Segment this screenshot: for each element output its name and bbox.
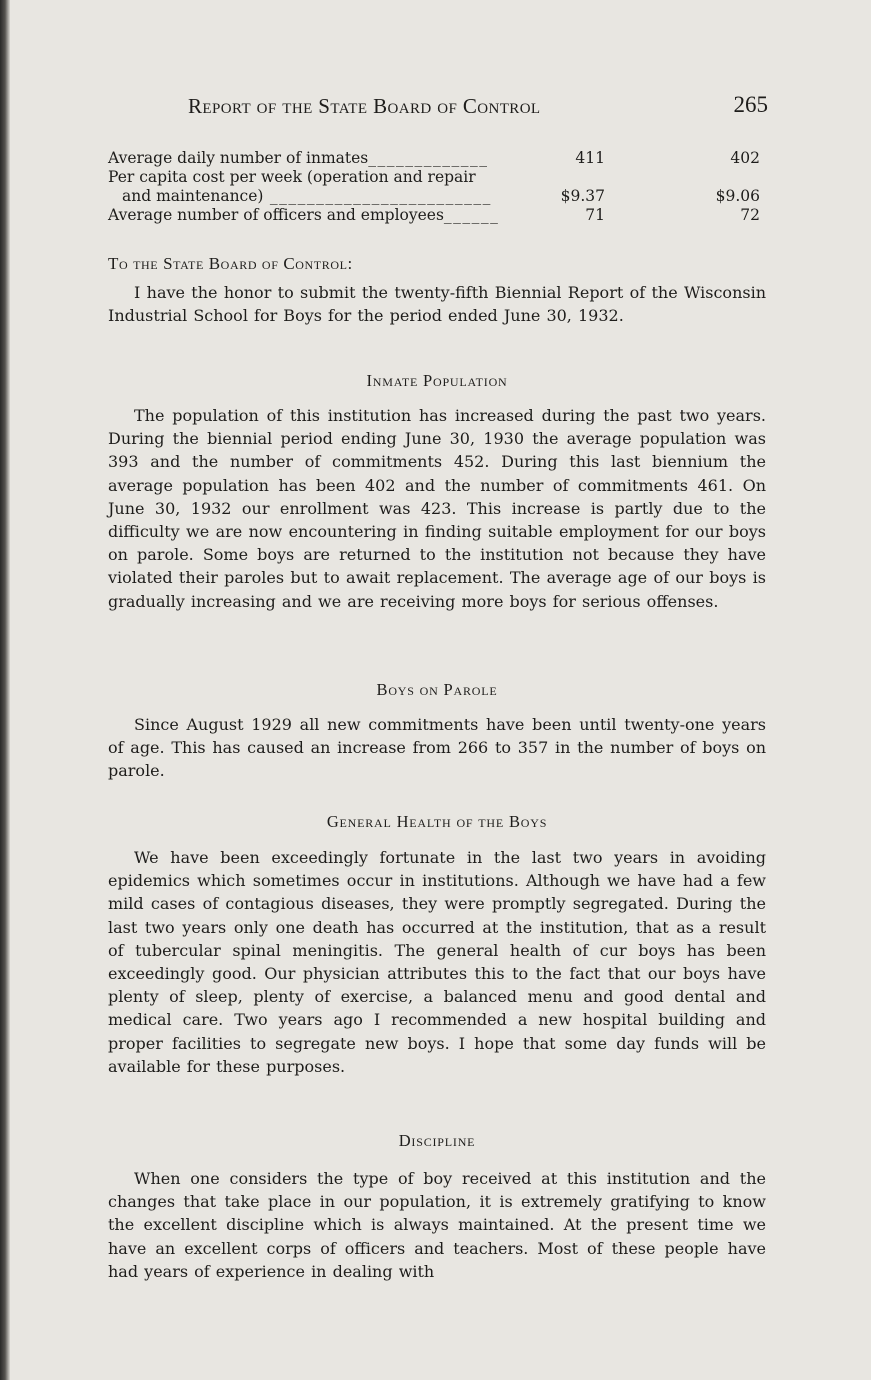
- stat-value-1932: $9.06: [715, 187, 760, 205]
- dot-leader: ________________________: [263, 187, 492, 205]
- stat-value-1932: 402: [730, 149, 760, 167]
- paragraph-text: Since August 1929 all new commitments have been until twenty-one years of age. This has caused an increase from 266 to 357 in the number of boys on parole.: [108, 715, 766, 781]
- stat-row: [108, 206, 760, 225]
- stat-value-1930: 71: [585, 206, 605, 224]
- stat-value-1930: $9.37: [560, 187, 605, 205]
- stat-value-1932: 72: [740, 206, 760, 224]
- dot-leader: ______: [443, 206, 500, 224]
- book-spine-shadow: [0, 0, 10, 1380]
- section-body-boys-on-parole: [108, 713, 766, 783]
- page-header: [188, 92, 768, 124]
- stat-label: and maintenance): [122, 187, 264, 205]
- paragraph-text: The population of this institution has increased during the past two years. During the biennial period ending June 30, 1930 the average population was 393 and the number of commitments 452. During this last biennium the average population has been 402 and the number of commitments 461. On June 30, 1932 our enrollment was 423. This increase is partly due to the difficulty we are now encountering in finding suitable employment for our boys on parole. Some boys are returned to the institution not because they have violated their paroles but to await replacement. The average age of our boys is gradually increasing and we are receiving more boys for serious offenses.: [108, 406, 766, 611]
- section-heading-general-health: General Health of the Boys: [326, 812, 548, 831]
- stat-row: [108, 187, 760, 206]
- stat-row: [108, 149, 760, 168]
- running-title: Report of the State Board of Control: [188, 94, 541, 118]
- paragraph-text: I have the honor to submit the twenty-fifth Biennial Report of the Wisconsin Industrial School for Boys for the period ended June 30, 1932.: [108, 283, 766, 326]
- section-body-discipline: [108, 1167, 766, 1283]
- intro-paragraph: [108, 281, 766, 327]
- salutation: To the State Board of Control:: [108, 254, 353, 273]
- section-body-inmate-population: [108, 404, 766, 613]
- paragraph-text: When one considers the type of boy received at this institution and the changes that take place in our population, it is extremely gratifying to know the excellent discipline which is always maintained. At the present time we have an excellent corps of officers and teachers. Most of these people have had years of experience in dealing with: [108, 1169, 766, 1281]
- section-heading-inmate-population: Inmate Population: [366, 371, 508, 390]
- paragraph-text: We have been exceedingly fortunate in the last two years in avoiding epidemics which sometimes occur in institutions. Although we have had a few mild cases of contagious diseases, they were promptly segregated. During the last two years only one death has occurred at the institution, that as a result of tubercular spinal meningitis. The general health of cur boys has been exceedingly good. Our physician attributes this to the fact that our boys have plenty of sleep, plenty of exercise, a balanced menu and good dental and medical care. Two years ago I recommended a new hospital building and proper facilities to segregate new boys. I hope that some day funds will be available for these purposes.: [108, 848, 766, 1076]
- section-heading-boys-on-parole: Boys on Parole: [376, 680, 498, 699]
- section-heading-discipline: Discipline: [398, 1131, 476, 1150]
- stat-row: [108, 168, 760, 187]
- stat-label: Average daily number of inmates: [108, 149, 369, 167]
- stat-label: Average number of officers and employees: [108, 206, 444, 224]
- stat-value-1930: 411: [575, 149, 605, 167]
- page-number: 265: [733, 92, 768, 117]
- dot-leader: _____________: [368, 149, 489, 167]
- section-body-general-health: [108, 846, 766, 1078]
- statistics-table: [108, 149, 760, 225]
- stat-label: Per capita cost per week (operation and repair: [108, 168, 476, 186]
